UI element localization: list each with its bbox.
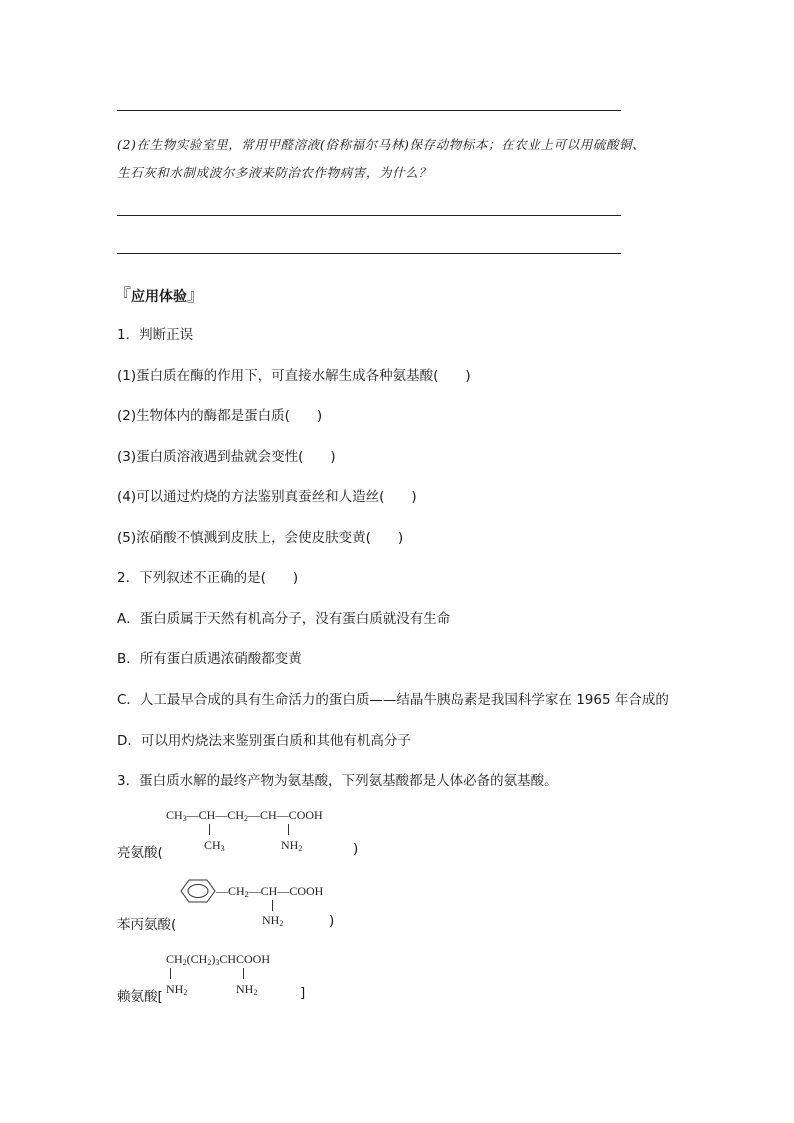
q1-item: (4)可以通过灼烧的方法鉴别真蚕丝和人造丝( ) bbox=[117, 489, 417, 505]
lysine-label: 赖氨酸[ bbox=[117, 989, 163, 1005]
phenylalanine-amino-group: $NH_2$ bbox=[262, 913, 284, 928]
leucine-close: ) bbox=[353, 841, 359, 857]
lysine-amino-group: $NH_2$ bbox=[166, 982, 188, 997]
q2-paragraph-line2: 生石灰和水制成波尔多液来防治农作物病害，为什么？ bbox=[117, 165, 432, 180]
q2-option: D．可以用灼烧法来鉴别蛋白质和其他有机高分子 bbox=[117, 733, 411, 749]
close-bracket: 』 bbox=[187, 286, 204, 306]
lysine-main-chain: $CH_2(CH_2)_3CHCOOH$ bbox=[166, 952, 271, 967]
q2-option: B．所有蛋白质遇浓硝酸都变黄 bbox=[117, 651, 302, 667]
bond-line bbox=[288, 824, 289, 835]
q2-option: C．人工最早合成的具有生命活力的蛋白质——结晶牛胰岛素是我国科学家在 1965 年合成的 bbox=[117, 692, 669, 708]
leucine-label: 亮氨酸( bbox=[117, 845, 163, 861]
bond-line bbox=[272, 900, 273, 911]
q3-stem: 3．蛋白质水解的最终产物为氨基酸，下列氨基酸都是人体必备的氨基酸。 bbox=[117, 773, 558, 789]
section-title: 应用体验 bbox=[131, 289, 187, 305]
q2-stem: 2．下列叙述不正确的是( ) bbox=[117, 570, 299, 586]
phenylalanine-main-chain: $—CH_2—CH—COOH$ bbox=[216, 884, 324, 899]
q2-paragraph-line1: (2)在生物实验室里，常用甲醛溶液(俗称福尔马林)保存动物标本；在农业上可以用硫酸铜、 bbox=[117, 137, 646, 152]
leucine-amino-group: $NH_2$ bbox=[281, 838, 303, 853]
benzene-ring-icon bbox=[180, 879, 216, 903]
q1-stem: 1．判断正误 bbox=[117, 327, 194, 343]
answer-line bbox=[117, 253, 621, 254]
answer-line bbox=[117, 110, 621, 111]
answer-line bbox=[117, 215, 621, 216]
q1-item: (2)生物体内的酶都是蛋白质( ) bbox=[117, 408, 323, 424]
section-header bbox=[114, 281, 204, 306]
lysine-close: ] bbox=[300, 985, 306, 1001]
leucine-main-chain: $CH_3—CH—CH_2—CH—COOH$ bbox=[166, 808, 323, 823]
bond-line bbox=[170, 968, 171, 979]
bond-line bbox=[209, 824, 210, 835]
lysine-amino-group: $NH_2$ bbox=[236, 982, 258, 997]
open-bracket: 『 bbox=[114, 286, 131, 306]
q1-item: (5)浓硝酸不慎溅到皮肤上，会使皮肤变黄( ) bbox=[117, 530, 404, 546]
q1-item: (1)蛋白质在酶的作用下，可直接水解生成各种氨基酸( ) bbox=[117, 368, 471, 384]
leucine-methyl-branch: $CH_3$ bbox=[204, 838, 225, 853]
phenylalanine-label: 苯丙氨酸( bbox=[117, 917, 177, 933]
bond-line bbox=[243, 968, 244, 979]
q1-item: (3)蛋白质溶液遇到盐就会变性( ) bbox=[117, 449, 336, 465]
phenylalanine-close: ) bbox=[329, 913, 335, 929]
q2-option: A．蛋白质属于天然有机高分子，没有蛋白质就没有生命 bbox=[117, 611, 451, 627]
